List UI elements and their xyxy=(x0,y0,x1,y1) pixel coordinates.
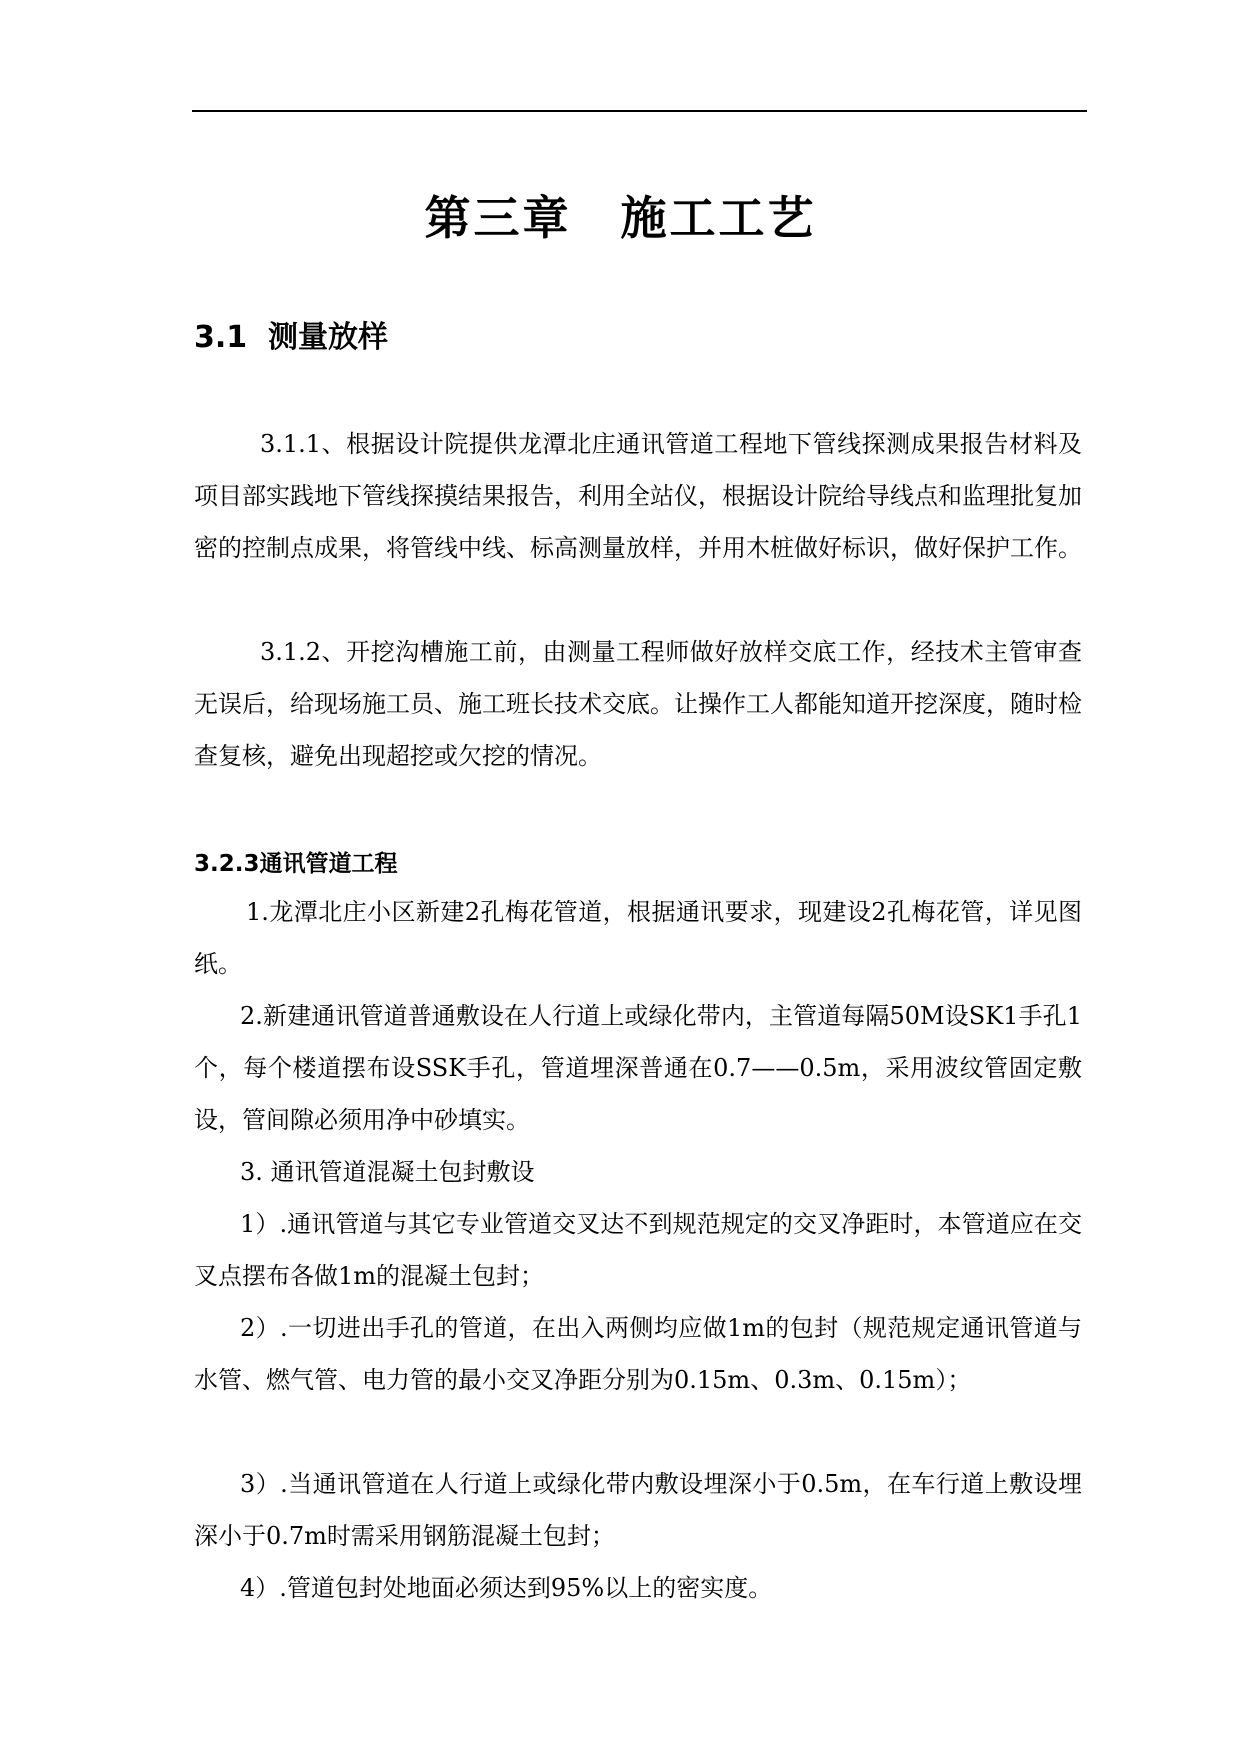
header-rule xyxy=(192,110,1087,112)
section-heading-3-2-3: 3.2.3通讯管道工程 xyxy=(194,851,398,877)
paragraph-item-1: 1.龙潭北庄小区新建2孔梅花管道，根据通讯要求，现建设2孔梅花管，详见图纸。 xyxy=(194,898,1082,978)
section-heading-3-1: 3.1 测量放样 xyxy=(194,320,389,355)
paragraph-item-3-1: 1）.通讯管道与其它专业管道交叉达不到规范规定的交叉净距时，本管道应在交叉点摆布各做1m的混凝土包封； xyxy=(194,1210,1082,1290)
chapter-title: 第三章 施工工艺 xyxy=(424,191,817,245)
paragraph-item-3-2: 2）.一切进出手孔的管道，在出入两侧均应做1m的包封（规范规定通讯管道与水管、燃气管、电力管的最小交叉净距分别为0.15m、0.3m、0.15m）； xyxy=(194,1314,1082,1394)
paragraph-item-3-4: 4）.管道包封处地面必须达到95%以上的密实度。 xyxy=(240,1574,773,1602)
paragraph-item-2: 2.新建通讯管道普通敷设在人行道上或绿化带内，主管道每隔50M设SK1手孔1个，每个楼道摆布设SSK手孔，管道埋深普通在0.7——0.5m，采用波纹管固定敷设，管间隙必须用净中砂填实。 xyxy=(194,1002,1082,1134)
paragraph-3-1-1: 3.1.1、根据设计院提供龙潭北庄通讯管道工程地下管线探测成果报告材料及项目部实践地下管线探摸结果报告，利用全站仪，根据设计院给导线点和监理批复加密的控制点成果，将管线中线、标高测量放样，并用木桩做好标识，做好保护工作。 xyxy=(194,430,1082,562)
paragraph-3-1-2: 3.1.2、开挖沟槽施工前，由测量工程师做好放样交底工作，经技术主管审查无误后，给现场施工员、施工班长技术交底。让操作工人都能知道开挖深度，随时检查复核，避免出现超挖或欠挖的情况。 xyxy=(194,638,1082,770)
paragraph-item-3: 3. 通讯管道混凝土包封敷设 xyxy=(240,1158,535,1186)
paragraph-item-3-3: 3）.当通讯管道在人行道上或绿化带内敷设埋深小于0.5m，在车行道上敷设埋深小于0.7m时需采用钢筋混凝土包封； xyxy=(194,1470,1082,1550)
